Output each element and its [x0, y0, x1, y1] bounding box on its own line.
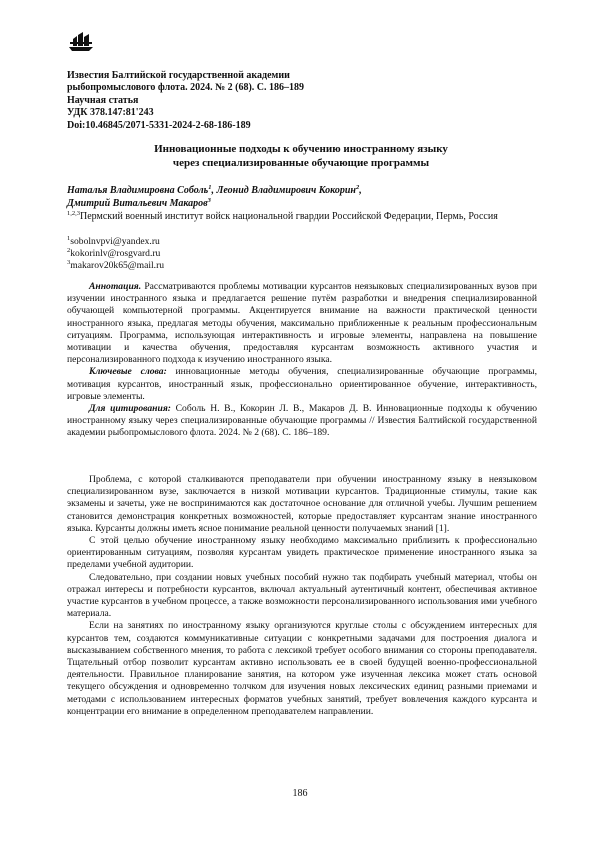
- email-sup: 3: [67, 259, 71, 267]
- abstract-label: Аннотация.: [89, 281, 142, 292]
- author-1: Наталья Владимировна Соболь: [67, 185, 209, 196]
- email-address[interactable]: sobolnvpvi@yandex.ru: [70, 236, 160, 247]
- author-2-sup: 2: [355, 184, 360, 191]
- citation-text: Соболь Н. В., Кокорин Л. В., Макаров Д. В. Инновационные подходы к обучению иностранному языку через специализированные обучающие программы // Известия Балтийской государственной академии рыбопромыслового флота. 2024. № 2 (68). С. 186–189.: [67, 403, 537, 439]
- affiliation: [67, 211, 537, 223]
- email-address[interactable]: makarov20k65@mail.ru: [70, 260, 165, 272]
- author-2: Леонид Владимирович Кокорин: [216, 185, 356, 196]
- email-address[interactable]: kokorinlv@rosgvard.ru: [70, 248, 161, 260]
- article-type: Научная статья: [67, 94, 139, 106]
- title-line1: Инновационные подходы к обучению иностранному языку: [154, 143, 448, 155]
- citation-label: Для цитирования:: [89, 403, 171, 415]
- email-item: [67, 248, 537, 260]
- keywords-label: Ключевые слова:: [89, 366, 167, 378]
- body-paragraph-2: С этой целью обучение иностранному языку необходимо максимально приблизить к профессионально ориентированным ситуациям, позволяя курсантам увидеть практическое применение иностранного языка за пределами учебной аудитории.: [67, 535, 537, 571]
- doi: Doi:10.46845/2071-5331-2024-2-68-186-189: [67, 119, 251, 131]
- author-list: Наталья Владимировна Соболь$^1$, Леонид Владимирович Кокорин$^2$, Дмитрий Витальевич Макаров$^3$: [67, 184, 362, 209]
- abstract-block: [67, 281, 537, 440]
- journal-name-line2: рыбопромыслового флота. 2024. № 2 (68). С. 186–189: [67, 82, 305, 94]
- article-title: [67, 142, 535, 170]
- email-item: [67, 236, 537, 248]
- citation: [67, 403, 537, 440]
- udc-code: УДК 378.147:81'243: [67, 107, 154, 119]
- author-1-sup: 1: [208, 184, 212, 191]
- journal-info: [67, 70, 537, 132]
- body-paragraph-4: Если на занятиях по иностранному языку организуются круглые столы с обсуждением интересных для курсантов тем, создаются коммуникативные ситуации с конкретными задачами для построения диалога и высказыванием собственного мнения, то работа с лексикой требует особого внимания со стороны преподавателя. Тщательный отбор позволит курсантам активно использовать ее в своей будущей военно-профессиональной деятельности. Правильное планирование занятия, на котором уже изученная лексика может стать основой текущего обсуждения и одновременно толчком для изучения новых лексических единиц разными приемами и методами с использованием интересных форматов учебных занятий, требует вовлечения каждого курсанта и концентрации его внимание в определенном преподавателем направлении.: [67, 620, 537, 717]
- journal-name-line1: Известия Балтийской государственной академии: [67, 70, 290, 81]
- abstract: [67, 281, 537, 366]
- body-paragraph-1: Проблема, с которой сталкиваются преподаватели при обучении иностранному языку в неязыковом специализированном вузе, заключается в низкой мотивации курсантов. Традиционные стимулы, такие как экзамены и зачеты, уже не воспринимаются как достаточное основание для отличной учебы. Лучшим решением становится демонстрация конкретных возможностей, которые предоставляет курсантам знание иностранного языка. Курсанты должны иметь ясное понимание реальной ценности получаемых знаний [1].: [67, 474, 537, 534]
- keywords-text: инновационные методы обучения, специализированные обучающие программы, мотивация курсантов, иностранный язык, профессионально ориентированное обучение, интерактивность, игровые элементы.: [67, 366, 537, 402]
- email-sup: 2: [67, 247, 71, 255]
- email-sup: 1: [67, 235, 71, 242]
- affiliation-text: Пермский военный институт войск национальной гвардии Российской Федерации, Пермь, Россия: [80, 211, 498, 222]
- affiliation-sup: 1,2,3: [67, 210, 80, 217]
- abstract-text: Рассматриваются проблемы мотивации курсантов неязыковых специализированных вузов при изучении иностранного языка и предлагается решение путём разработки и внедрения специализированной обучающей компьютерной программы. Акцентируется внимание на важности практической ценности иностранного языка, предлагая методы обучения, максимально приближенные к реальным профессиональным ситуациям. Программа, использующая интерактивность и игровые элементы, направлена на повышение мотивации и качества обучения, предоставляя курсантам возможность активного участия и персонализированного подхода к изучению иностранного языка.: [67, 281, 537, 366]
- body-text: [67, 474, 537, 718]
- author-3-sup: 3: [207, 196, 211, 204]
- email-list: [67, 236, 537, 273]
- page-number: 186: [292, 788, 308, 799]
- keywords: [67, 366, 537, 403]
- body-paragraph-3: Следовательно, при создании новых учебных пособий нужно так подбирать учебный материал, чтобы он отражал интересы и потребности курсантов, включал актуальный аутентичный контент, обеспечивая активное участие курсантов в учебном процессе, а также возможности персонализированного использования ими учебного материала.: [67, 571, 537, 620]
- ship-logo-icon: [67, 30, 95, 52]
- title-line2: через специализированные обучающие программы: [172, 157, 430, 169]
- author-3: Дмитрий Витальевич Макаров: [67, 197, 208, 209]
- email-item: [67, 260, 537, 272]
